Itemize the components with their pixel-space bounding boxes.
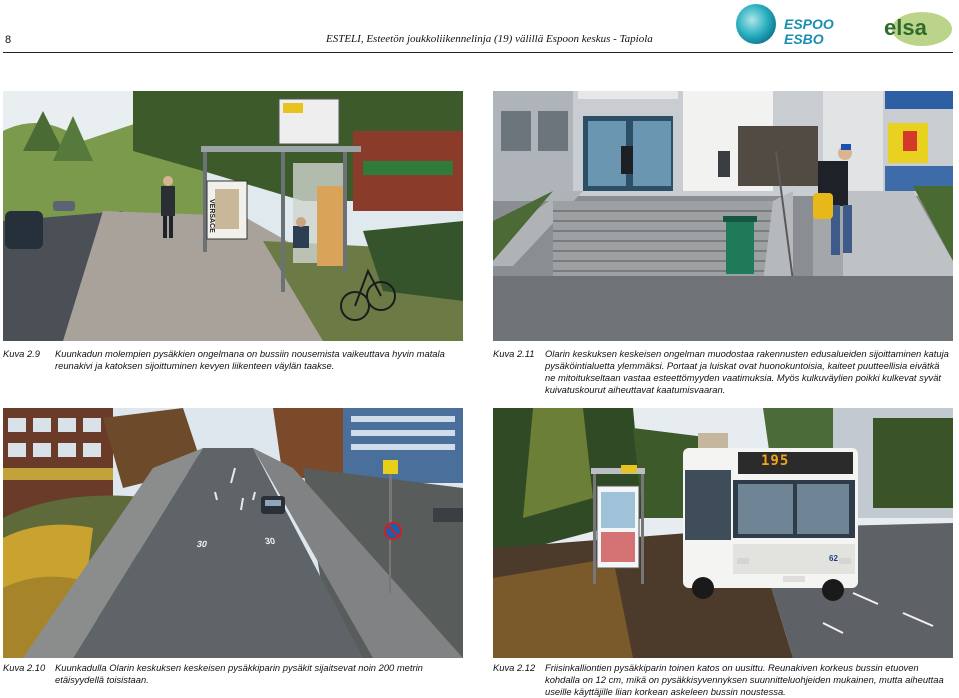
caption-label: Kuva 2.10 [3,662,46,673]
caption-label: Kuva 2.11 [493,348,535,359]
espoo-logo-text: ESPOO [784,16,834,32]
caption-label: Kuva 2.12 [493,662,536,673]
photo-kuva-2-10 [3,408,463,658]
page-number: 8 [5,34,12,46]
esbo-logo-text: ESBO [784,31,824,47]
espoo-logo [736,4,832,50]
versace-sign: VERSACE [208,199,215,233]
caption-kuva-2-10 [3,662,463,692]
bus-fleet-number: 62 [829,554,838,563]
caption-label: Kuva 2.9 [3,348,41,359]
bus-route-display: 195 [761,453,790,469]
caption-text: Kuunkadulla Olarin keskuksen keskeisen pysäkkiparin pysäkit sijaitsevat noin 200 metrin etäisyydellä toisistaan. [55,662,423,685]
espoo-logo-icon [736,4,776,44]
caption-text: Kuunkadun molempien pysäkkien ongelmana on bussiin nousemista vaikeuttava hyvin matala reunakivi ja katoksen sijoittuminen kevyen liikenteen väylän taakse. [55,348,445,371]
caption-text: Friisinkalliontien pysäkkiparin toinen katos on uusittu. Reunakiven korkeus bussin etuoven kohdalla on 12 cm, mikä on pysäkkisyvennyksen suunnitteluohjeiden mukainen, mutta aiheuttaa useille käyttäjille liian korkean askeleen bussin noustessa. [545,662,944,697]
photo-kuva-2-9 [3,91,463,341]
header-divider [3,52,953,53]
road-marking-30-left: 30 [195,539,209,549]
caption-kuva-2-11 [493,348,953,400]
document-title: ESTELI, Esteetön joukkoliikennelinja (19) välillä Espoon keskus - Tapiola [326,33,653,45]
caption-text: Olarin keskuksen keskeisen ongelman muodostaa rakennusten edusalueiden sijoittaminen katuja pysäköintialuetta ylemmäksi. Portaat ja luiskat ovat huonokuntoisia, kaiteet puutteellisia eivätkä ne mitoitukseltaan vastaa esteettömyyden vaatimuksia. Myös kulkuväylien poikki kulkevat syvät kuivatuskourut aiheuttavat kaatumisvaaran. [545,348,949,395]
elsa-logo [882,12,952,46]
caption-kuva-2-12 [493,662,953,698]
road-marking-30-right: 30 [264,536,276,546]
elsa-logo-text: elsa [884,15,927,40]
caption-kuva-2-9 [3,348,463,378]
photo-kuva-2-12 [493,408,953,658]
photo-kuva-2-11 [493,91,953,341]
